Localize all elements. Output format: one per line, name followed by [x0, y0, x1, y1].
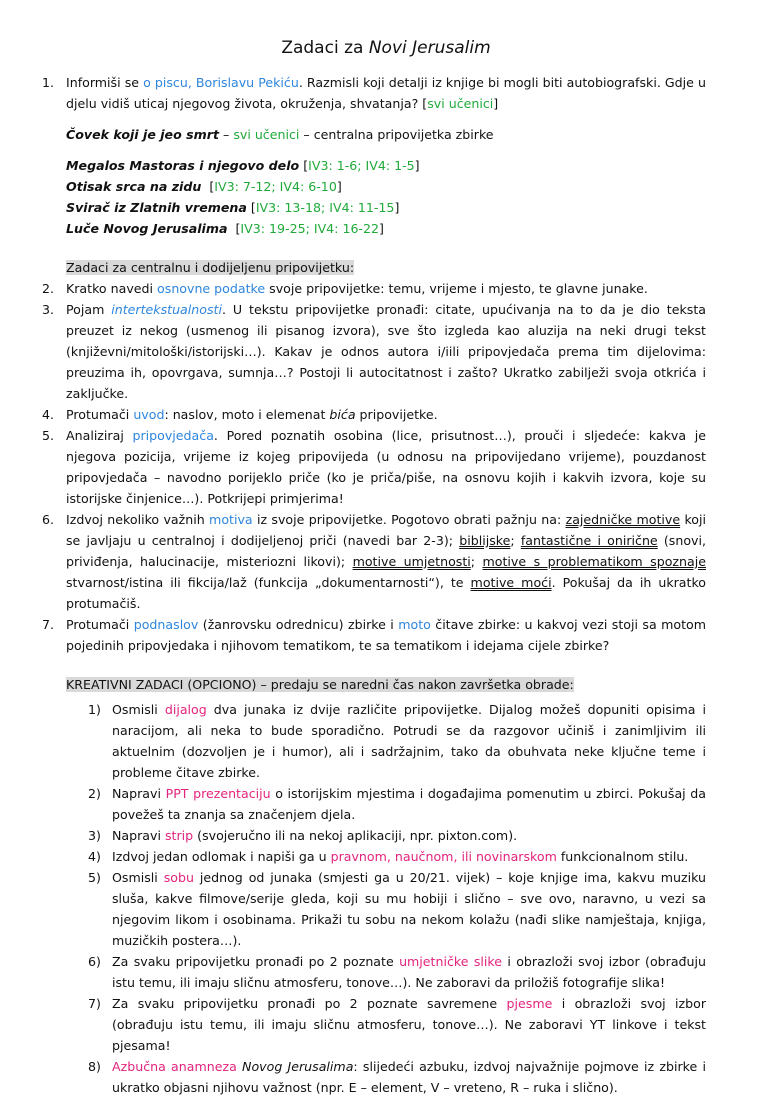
task-5: 5. Analiziraj pripovjedača. Pored poznatih osobina (lice, prisutnost…), prouči i sljedeće: kakva je njegova pozicija, vrijeme iz kojeg pripovijeda (u odnosu na pripovijedano vrijeme), pouzdanost pripovjedača – navodno porijeklo priče (ko je priča/piše, na osnovu kojih i kakvih izvora, koje su istorijske činjenice…). Potkrijepi primjerima! [42, 428, 706, 506]
story-assignment: Otisak srca na zidu [IV3: 7-12; IV4: 6-10] [66, 179, 342, 194]
creative-task: 5) Osmisli sobu jednog od junaka (smjesti ga u 20/21. vijek) – koje knjige ima, kakvu muziku sluša, kakve filmove/serije gleda, koji su mu hobiji i slično – sve ovo, naravno, u vezi sa njegovim likom i osobinama. Prikaži tu sobu na nekom kolažu (nađi slike namještaja, knjiga, muzičkih postera…). [88, 870, 706, 948]
central-story: Čovek koji je jeo smrt – svi učenici – centralna pripovijetka zbirke [66, 127, 494, 142]
story-assignment-list [66, 155, 706, 239]
creative-task: 7) Za svaku pripovijetku pronađi po 2 poznate savremene pjesme i obrazloži svoj izbor (obrađuju istu temu, ili imaju sličnu atmosferu, tonove…). Ne zaboravi YT linkove i tekst pjesama! [88, 996, 706, 1053]
task-1: 1. Informiši se o piscu, Borislavu Pekiću. Razmisli koji detalji iz knjige bi mogli biti autobiografski. Gdje u djelu vidiš uticaj njegovog života, okruženja, shvatanja? [svi učenici] [42, 75, 706, 111]
creative-task-list [66, 699, 706, 1098]
section-heading-creative: KREATIVNI ZADACI (OPCIONO) – predaju se naredni čas nakon završetka obrade: [66, 677, 574, 692]
section-heading-central: Zadaci za centralnu i dodijeljenu pripovijetku: [66, 260, 355, 275]
creative-task: 1) Osmisli dijalog dva junaka iz dvije različite pripovijetke. Dijalog možeš dopuniti opisima i naracijom, ali neka to bude sporadično. Potrudi se da razgovor učiniš i zanimljivim ili aktuelnim (dozvoljen je i humor), ali i sadržajnim, tako da obuhvata neke ključne teme i probleme čitave zbirke. [88, 702, 706, 780]
creative-task: 4) Izdvoj jedan odlomak i napiši ga u pravnom, naučnom, ili novinarskom funkcionalnom stilu. [88, 849, 689, 864]
task-6: 6. Izdvoj nekoliko važnih motiva iz svoje pripovijetke. Pogotovo obrati pažnju na: zajedničke motive koji se javljaju u centralnoj i dodijeljenoj priči (navedi bar 2-3); biblijske; fantastične i onirične (snovi, priviđenja, halucinacije, misteriozni likovi); motive umjetnosti; motive s problematikom spoznaje stvarnost/istina ili fikcija/laž (funkcija „dokumentarnosti“), te motive moći. Pokušaj da ih ukratko protumačiš. [42, 512, 707, 611]
creative-task: 6) Za svaku pripovijetku pronađi po 2 poznate umjetničke slike i obrazloži svoj izbor (obrađuju istu temu, ili imaju sličnu atmosferu, tonove…). Ne zaboravi da priložiš fotografije slika! [88, 954, 706, 990]
author-link: o piscu, Borislavu Pekiću [143, 75, 299, 90]
story-assignment: Megalos Mastoras i njegovo delo [IV3: 1-6; IV4: 1-5] [66, 158, 420, 173]
creative-task: 3) Napravi strip (svojeručno ili na nekoj aplikaciji, npr. pixton.com). [88, 828, 518, 843]
page-title: Zadaci za Novi Jerusalim [281, 38, 491, 58]
creative-task: 2) Napravi PPT prezentaciju o istorijskim mjestima i događajima pomenutim u zbirci. Pokušaj da povežeš ta znanja sa značenjem djela. [88, 786, 706, 822]
creative-task: 8) Azbučna anamneza Novog Jerusalima: slijedeći azbuku, izdvoj najvažnije pojmove iz zbirke i ukratko objasni njihovu važnost (npr. E – element, V – vreteno, R – ruka i slično). [88, 1059, 706, 1095]
task-2: 2. Kratko navedi osnovne podatke svoje pripovijetke: temu, vrijeme i mjesto, te glavne junake. [42, 281, 648, 296]
task-4: 4. Protumači uvod: naslov, moto i elemenat bića pripovijetke. [42, 407, 438, 422]
task-3: 3. Pojam intertekstualnosti. U tekstu pripovijetke pronađi: citate, upućivanja na to da je dio teksta preuzet iz nekog (usmenog ili pisanog izvora), sve što izgleda kao aluzija na neki drugi tekst (književni/mitološki/istorijski…). Kakav je odnos autora i/iili pripovjedača prema tim dijelovima: preuzima ih, opovrgava, sumnja…? Postoji li autocitatnost i zašto? Ukratko zabilježi svoja otkrića i zaključke. [42, 302, 706, 401]
story-assignment: Svirač iz Zlatnih vremena [IV3: 13-18; IV4: 11-15] [66, 200, 400, 215]
task-7: 7. Protumači podnaslov (žanrovsku odrednicu) zbirke i moto čitave zbirke: u kakvoj vezi stoji sa motom pojedinih pripovjedaka i njihovom tematikom, te sa tematikom i idejama cijele zbirke? [42, 617, 706, 653]
story-assignment: Luče Novog Jerusalima [IV3: 19-25; IV4: 16-22] [66, 221, 384, 236]
